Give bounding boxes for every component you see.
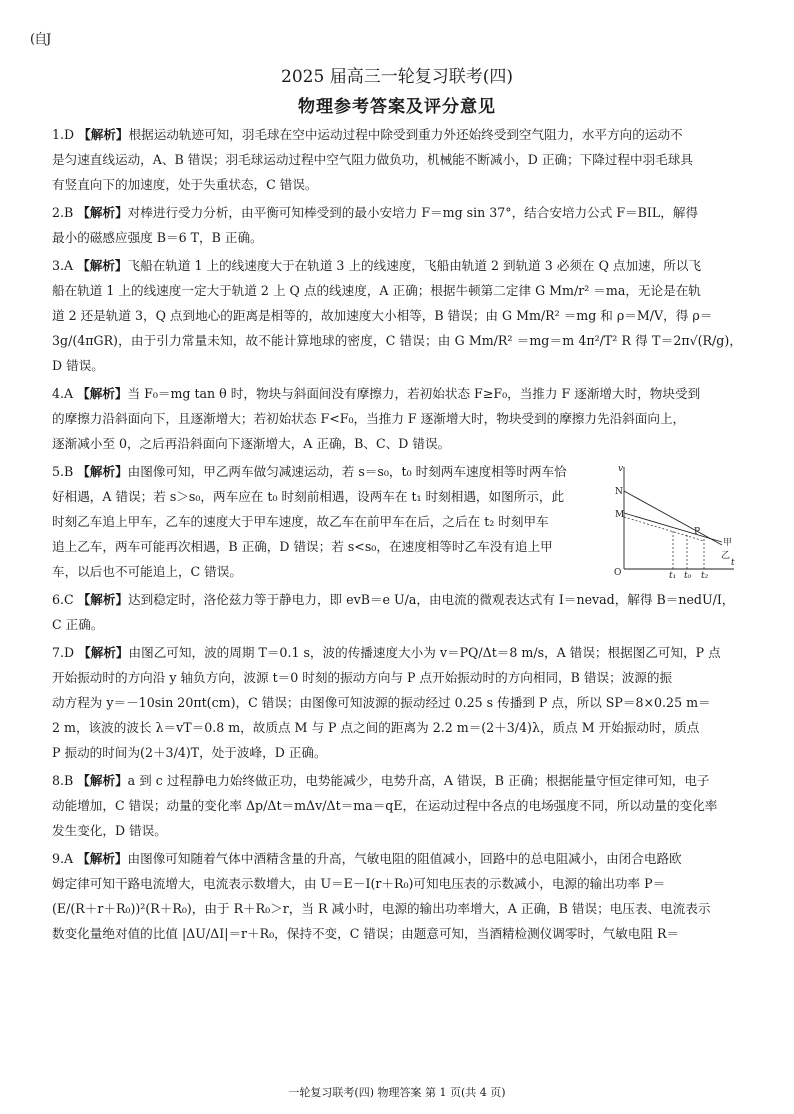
answer-item bbox=[52, 122, 742, 197]
answer-line: 发生变化，D 错误。 bbox=[52, 823, 167, 838]
answer-line: 的摩擦力沿斜面向下，且逐渐增大；若初始状态 F<F₀，当推力 F 逐渐增大时，物块受到的摩擦力先沿斜面向上， bbox=[52, 411, 686, 426]
answer-line: 动方程为 y＝－10sin 20πt(cm)，C 错误；由图像可知波源的振动经过 0.25 s 传播到 P 点，所以 SP＝8×0.25 m＝ bbox=[52, 695, 711, 710]
answer-text: 当 F₀＝mg tan θ 时，物块与斜面间没有摩擦力，若初始状态 F≥F₀，当推力 F 逐渐增大时，物块受到 bbox=[127, 386, 701, 401]
t-axis-label: t bbox=[731, 558, 735, 568]
origin-label: O bbox=[614, 568, 622, 578]
question-number: 4.A bbox=[52, 386, 78, 401]
question-number: 3.A bbox=[52, 258, 78, 273]
answer-line bbox=[52, 381, 742, 406]
t0-label: t₀ bbox=[684, 571, 692, 579]
analysis-tag: 【解析】 bbox=[77, 773, 128, 788]
answer-line: 3g/(4πGR)，由于引力常量未知，故不能计算地球的密度，C 错误；由 G Mm/R² ＝mg＝m 4π²/T² R 得 T＝2π√(R/g)，D 错误。 bbox=[52, 333, 742, 373]
question-number: 1.D bbox=[52, 127, 79, 142]
answer-line: 动能增加，C 错误；动量的变化率 Δp/Δt＝mΔv/Δt＝ma＝qE，在运动过程中各点的电场强度不同，所以动量的变化率 bbox=[52, 798, 718, 813]
answer-text: 根据运动轨迹可知，羽毛球在空中运动过程中除受到重力外还始终受到空气阻力，水平方向的运动不 bbox=[128, 127, 683, 142]
answer-text: 由图像可知随着气体中酒精含量的升高，气敏电阻的阻值减小，回路中的总电阻减小，由闭合电路欧 bbox=[127, 851, 682, 866]
analysis-tag: 【解析】 bbox=[77, 851, 128, 866]
answer-line: 姆定律可知干路电流增大，电流表示数增大，由 U＝E－I(r＋R₀)可知电压表的示数减小，电源的输出功率 P＝ bbox=[52, 876, 666, 891]
answer-line: 好相遇，A 错误；若 s＞s₀，两车应在 t₀ 时刻前相遇，设两车在 t₁ 时刻相遇，如图所示，此 bbox=[52, 489, 565, 504]
answer-item bbox=[52, 846, 742, 946]
answer-item bbox=[52, 640, 742, 765]
v-axis-label: v bbox=[618, 464, 624, 474]
question-number: 7.D bbox=[52, 645, 79, 660]
question-number: 2.B bbox=[52, 205, 78, 220]
answer-text: 对棒进行受力分析，由平衡可知棒受到的最小安培力 F＝mg sin 37°，结合安培力公式 F＝BIL，解得 bbox=[127, 205, 699, 220]
answer-line: 是匀速直线运动，A、B 错误；羽毛球运动过程中空气阻力做负功，机械能不断减小，D 正确；下降过程中羽毛球具 bbox=[52, 152, 693, 167]
answer-line bbox=[52, 253, 742, 278]
question-number: 9.A bbox=[52, 851, 78, 866]
analysis-tag: 【解析】 bbox=[77, 258, 128, 273]
answer-line bbox=[52, 846, 742, 871]
point-n-label: N bbox=[615, 487, 623, 497]
point-m-label: M bbox=[615, 510, 625, 520]
answer-line: 2 m，该波的波长 λ＝vT＝0.8 m，故质点 M 与 P 点之间的距离为 2.2 m＝(2＋3/4)λ，质点 M 开始振动时，质点 bbox=[52, 720, 700, 735]
document-title: 2025 届高三一轮复习联考(四) bbox=[281, 67, 513, 87]
answer-item bbox=[52, 459, 742, 584]
answer-line: 追上乙车，两车可能再次相遇，B 正确，D 错误；若 s<s₀，在速度相等时乙车没有追上甲 bbox=[52, 539, 553, 554]
answer-line: C 正确。 bbox=[52, 617, 104, 632]
answer-line: 数变化量绝对值的比值 |ΔU/ΔI|＝r＋R₀，保持不变，C 错误；由题意可知，当酒精检测仪调零时，气敏电阻 R＝ bbox=[52, 926, 680, 941]
answer-line: 时刻乙车追上甲车，乙车的速度大于甲车速度，故乙车在前甲车在后，之后在 t₂ 时刻甲车 bbox=[52, 514, 549, 529]
question-number: 6.C bbox=[52, 592, 78, 607]
answer-item-text bbox=[52, 459, 625, 584]
page-footer: 一轮复习联考(四) 物理答案 第 1 页(共 4 页) bbox=[288, 1086, 506, 1099]
answer-line bbox=[52, 459, 622, 484]
answer-text: 由图乙可知，波的周期 T＝0.1 s，波的传播速度大小为 v＝PQ/Δt＝8 m/s，A 错误；根据图乙可知，P 点 bbox=[128, 645, 721, 660]
question-number: 5.B bbox=[52, 464, 78, 479]
answer-line bbox=[52, 200, 742, 225]
t2-label: t₂ bbox=[701, 571, 709, 579]
answer-item bbox=[52, 381, 742, 456]
document-subtitle: 物理参考答案及评分意见 bbox=[298, 97, 496, 117]
analysis-tag: 【解析】 bbox=[78, 645, 129, 660]
answer-line bbox=[52, 122, 742, 147]
shifted-dashed bbox=[624, 517, 704, 541]
answer-item bbox=[52, 587, 742, 637]
analysis-tag: 【解析】 bbox=[77, 205, 128, 220]
line-jia bbox=[624, 513, 722, 542]
answer-text: a 到 c 过程静电力始终做正功，电势能减少，电势升高，A 错误，B 正确；根据能量守恒定律可知，电子 bbox=[127, 773, 710, 788]
answer-text: 达到稳定时，洛伦兹力等于静电力，即 evB＝e U/a，由电流的微观表达式有 I＝nevad，解得 B＝nedU/I， bbox=[128, 592, 735, 607]
answer-line bbox=[52, 768, 742, 793]
velocity-time-graph bbox=[610, 461, 740, 579]
answer-line: (E/(R＋r＋R₀))²(R＋R₀)，由于 R＋R₀＞r，当 R 减小时，电源的输出功率增大，A 正确，B 错误；电压表、电流表示 bbox=[52, 901, 711, 916]
analysis-tag: 【解析】 bbox=[78, 127, 129, 142]
answer-line: 最小的磁感应强度 B＝6 T，B 正确。 bbox=[52, 230, 263, 245]
corner-mark: (自J bbox=[30, 32, 51, 47]
t1-label: t₁ bbox=[669, 571, 677, 579]
answer-text: 由图像可知，甲乙两车做匀减速运动，若 s＝s₀，t₀ 时刻两车速度相等时两车恰 bbox=[127, 464, 567, 479]
answer-line: 开始振动时的方向沿 y 轴负方向，波源 t＝0 时刻的振动方向与 P 点开始振动时的方向相同，B 错误；波源的振 bbox=[52, 670, 673, 685]
answer-line: 逐渐减小至 0，之后再沿斜面向下逐渐增大，A 正确，B、C、D 错误。 bbox=[52, 436, 451, 451]
answer-item bbox=[52, 253, 742, 378]
point-p-label: P bbox=[694, 527, 701, 537]
answer-line: 车，以后也不可能追上，C 错误。 bbox=[52, 564, 242, 579]
yi-label: 乙 bbox=[721, 551, 731, 561]
question-number: 8.B bbox=[52, 773, 78, 788]
answer-text: 飞船在轨道 1 上的线速度大于在轨道 3 上的线速度，飞船由轨道 2 到轨道 3 必须在 Q 点加速，所以飞 bbox=[127, 258, 702, 273]
analysis-tag: 【解析】 bbox=[77, 592, 129, 607]
answer-line: P 振动的时间为(2＋3/4)T，处于波峰，D 正确。 bbox=[52, 745, 327, 760]
answer-item bbox=[52, 200, 742, 250]
answer-list bbox=[52, 122, 742, 949]
answer-line: 船在轨道 1 上的线速度一定大于轨道 2 上 Q 点的线速度，A 正确；根据牛顿第二定律 G Mm/r² ＝ma，无论是在轨 bbox=[52, 283, 701, 298]
analysis-tag: 【解析】 bbox=[77, 386, 128, 401]
jia-label: 甲 bbox=[723, 538, 733, 548]
answer-line: 道 2 还是轨道 3，Q 点到地心的距离是相等的，故加速度大小相等，B 错误；由 G Mm/R² ＝mg 和 ρ＝M/V，得 ρ＝ bbox=[52, 308, 713, 323]
answer-line bbox=[52, 587, 742, 612]
analysis-tag: 【解析】 bbox=[77, 464, 128, 479]
answer-item bbox=[52, 768, 742, 843]
answer-line: 有竖直向下的加速度，处于失重状态，C 错误。 bbox=[52, 177, 318, 192]
answer-line bbox=[52, 640, 742, 665]
